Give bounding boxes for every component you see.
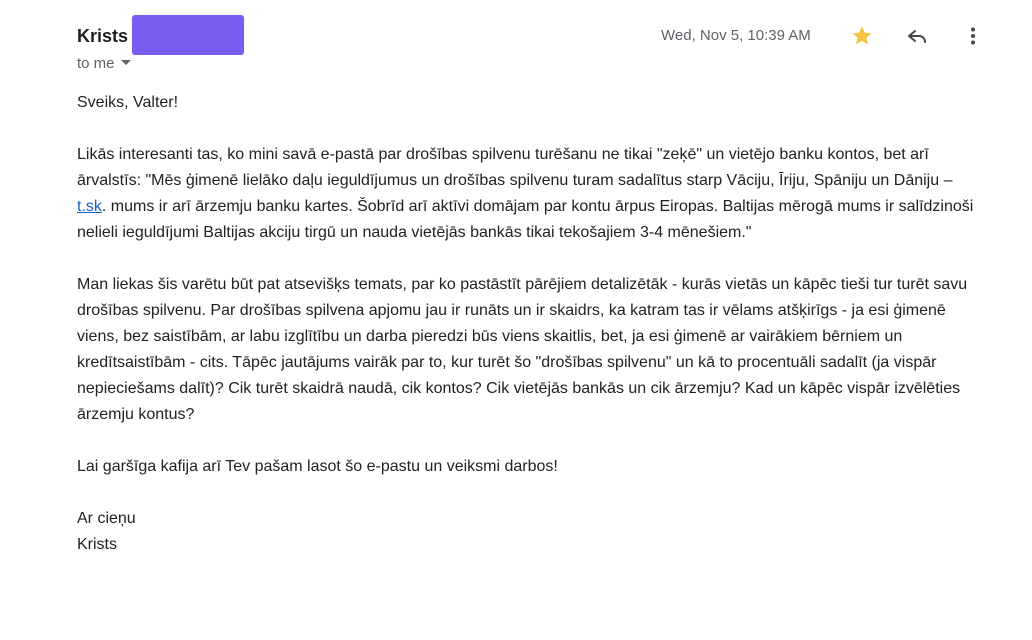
greeting: Sveiks, Valter! bbox=[77, 94, 179, 111]
reply-icon bbox=[905, 24, 929, 48]
redacted-sender-surname bbox=[132, 15, 244, 55]
tsk-link[interactable]: t.sk bbox=[77, 198, 102, 215]
signature-block bbox=[77, 506, 977, 558]
message-body bbox=[77, 90, 977, 558]
reply-button[interactable] bbox=[903, 22, 931, 50]
message-date: Wed, Nov 5, 10:39 AM bbox=[661, 27, 811, 44]
more-options-button[interactable] bbox=[959, 22, 987, 50]
paragraph-3: Lai garšīga kafija arī Tev pašam lasot šo e-pastu un veiksmi darbos! bbox=[77, 458, 558, 475]
recipient-label: to me bbox=[77, 55, 115, 72]
star-icon bbox=[850, 24, 874, 48]
sender-name[interactable]: Krists bbox=[77, 26, 129, 46]
chevron-down-icon bbox=[121, 60, 131, 65]
star-button[interactable] bbox=[848, 22, 876, 50]
paragraph-1 bbox=[77, 142, 977, 246]
paragraph-1-text-end: . mums ir arī ārzemju banku kartes. Šobrīd arī aktīvi domājam par kontu ārpus Eiropas. Baltijas mērogā mums ir salīdzinoši nelieli ieguldījumi Baltijas akciju tirgū un nauda vietējās bankās tikai tekošajiem 3-4 mēnešiem." bbox=[77, 198, 974, 241]
closing: Ar cieņu bbox=[77, 510, 136, 527]
paragraph-1-text-start: Likās interesanti tas, ko mini savā e-pastā par drošības spilvenu turēšanu ne tikai "zeķē" un vietējo banku kontos, bet arī ārvalstīs: "Mēs ģimenē lielāko daļu ieguldījumus un drošības spilvenu turam sadalītus starp Vāciju, Īriju, Spāniju un Dāniju – bbox=[77, 146, 953, 189]
recipient-details-toggle[interactable] bbox=[77, 55, 131, 73]
paragraph-2: Man liekas šis varētu būt pat atsevišķs temats, par ko pastāstīt pārējiem detalizētāk - kurās vietās un kāpēc tieši tur turēt savu drošības spilvenu. Par drošības spilvena apjomu jau ir runāts un ir skaidrs, ka katram tas ir vēlams atšķirīgs - ja esi ģimenē viens, bez saistībām, ar labu izglītību un darba pieredzi būs viens skaitlis, bet, ja esi ģimenē ar vairākiem bērniem un kredītsaistībām - cits. Tāpēc jautājums vairāk par to, kur turēt šo "drošības spilvenu" un kā to procentuāli sadalīt (ja vispār nepieciešams dalīt)? Cik turēt skaidrā naudā, cik kontos? Cik vietējās bankās un cik ārzemju? Kad un kāpēc vispār izvēlēties ārzemju kontus? bbox=[77, 276, 968, 423]
more-vert-icon bbox=[961, 24, 985, 48]
signature-name: Krists bbox=[77, 536, 117, 553]
message-header bbox=[0, 0, 1032, 80]
